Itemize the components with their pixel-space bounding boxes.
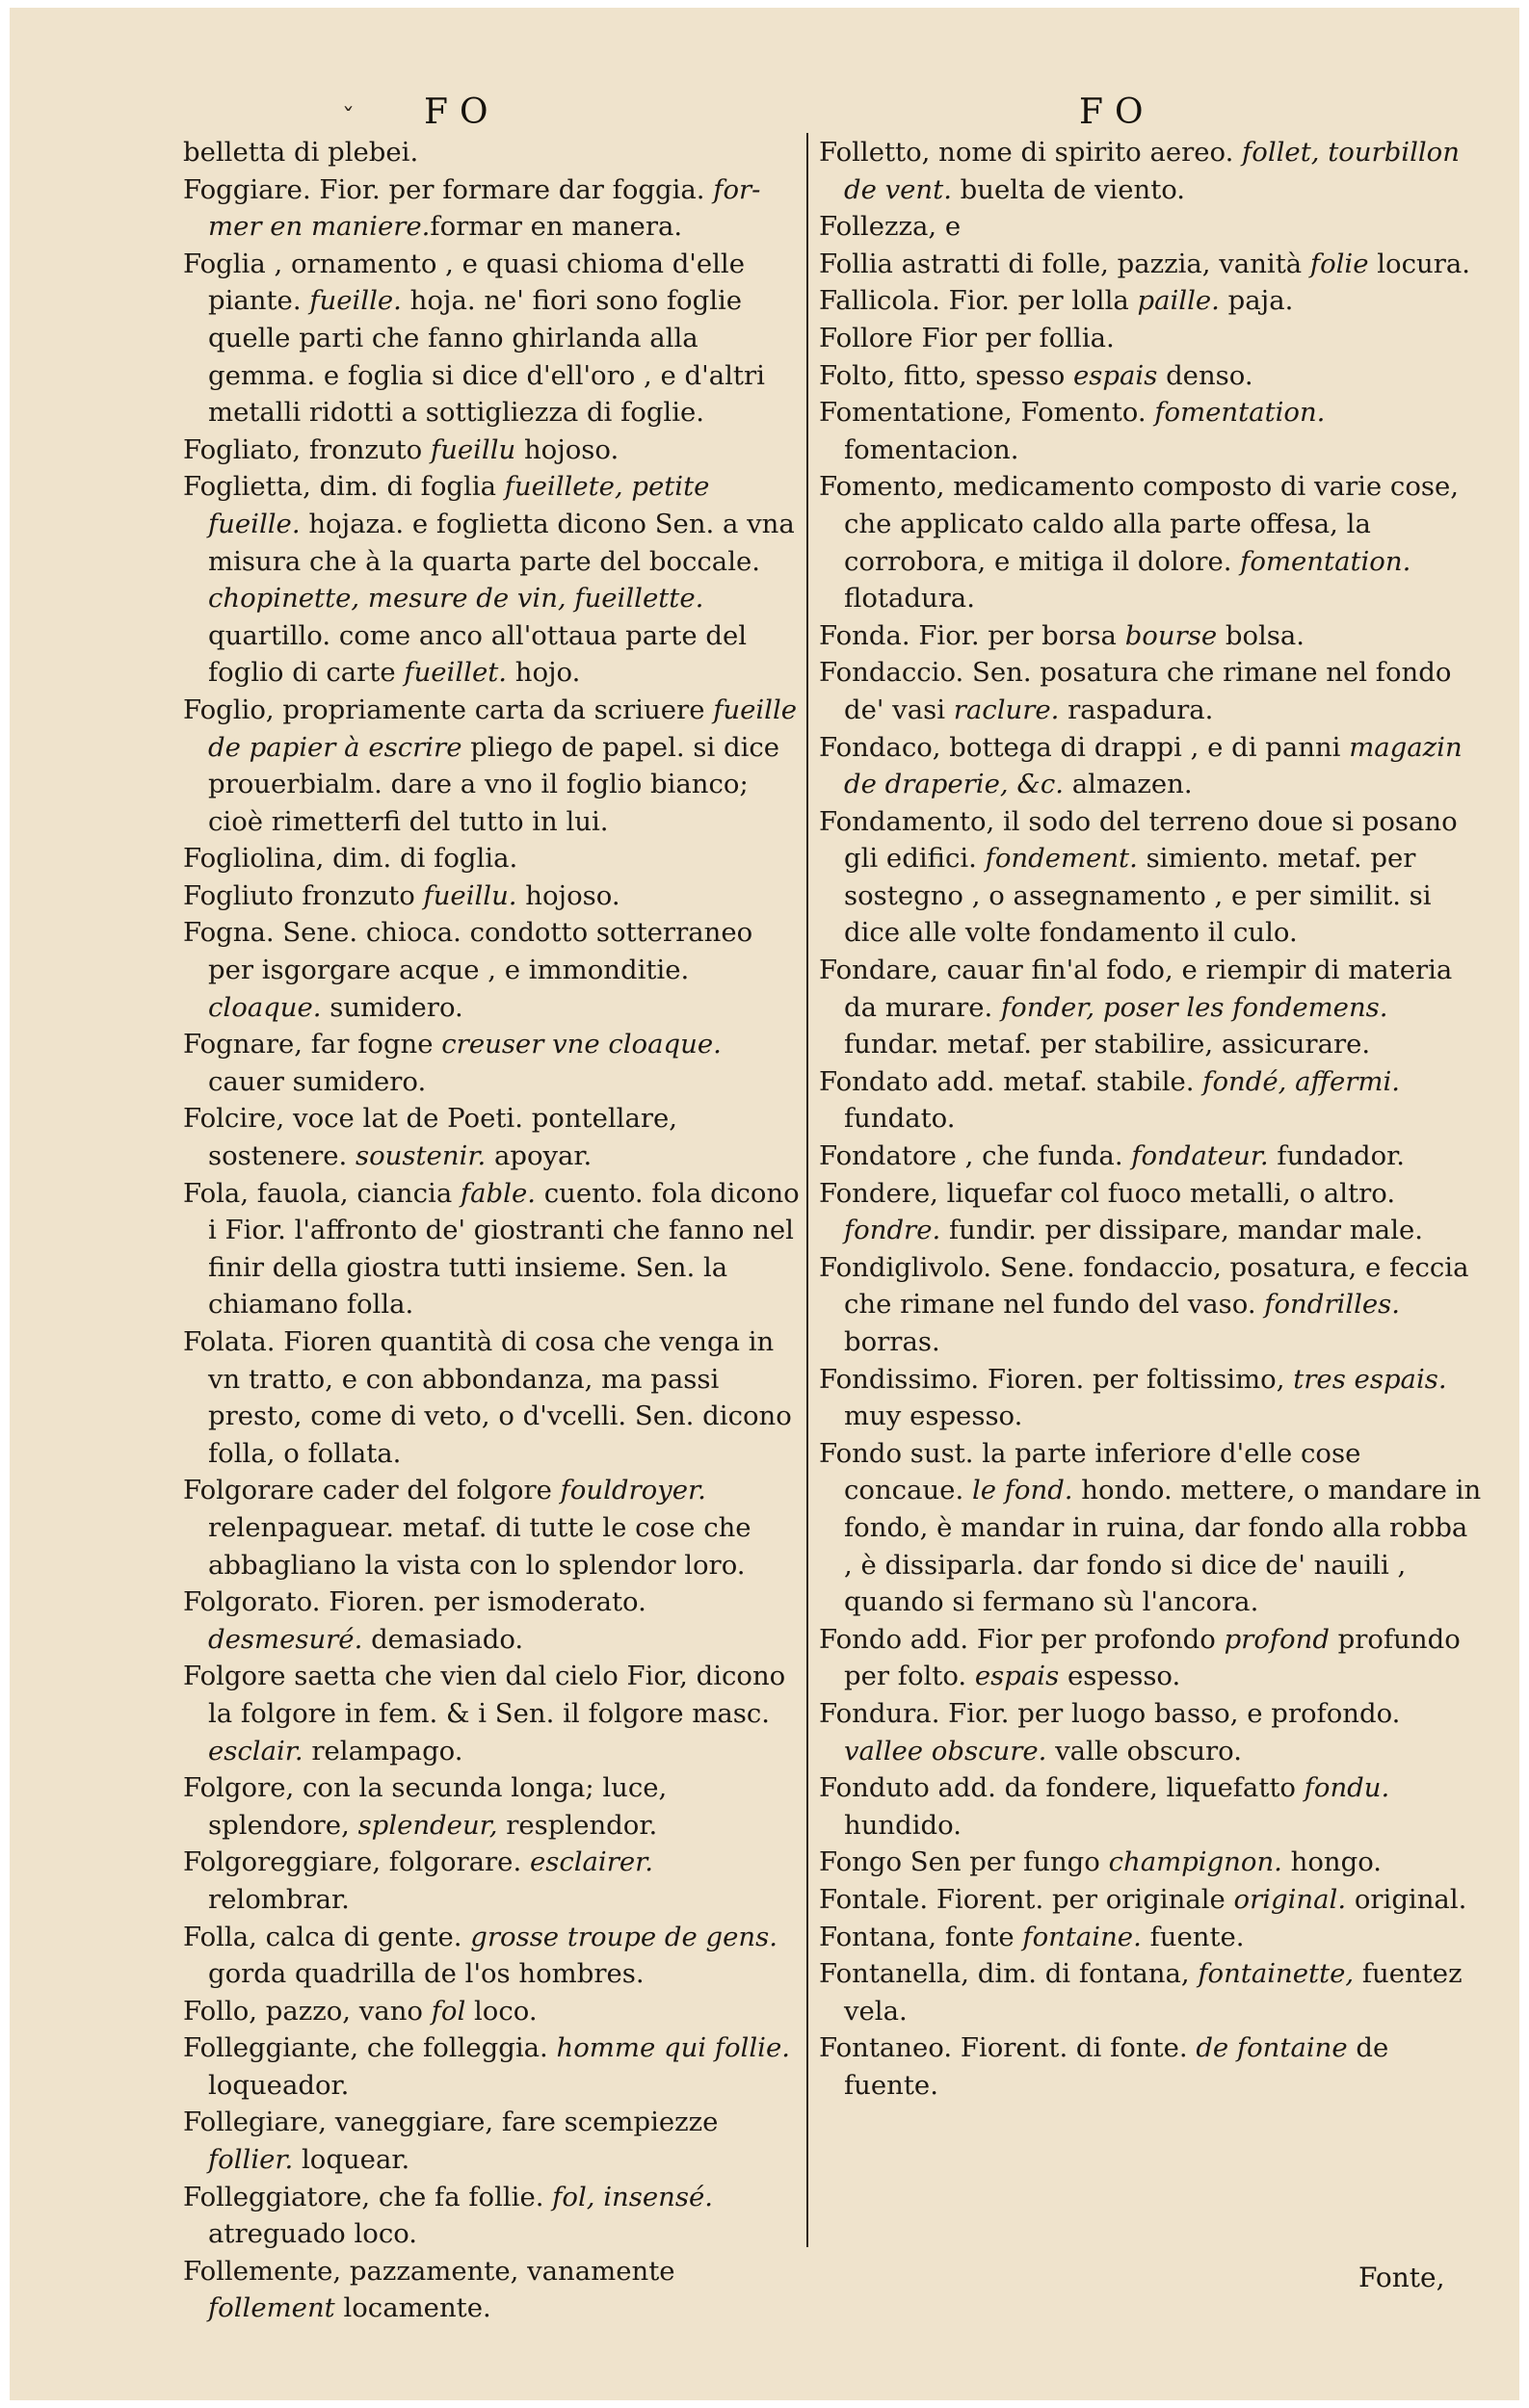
translation-text: fouldroyer.: [560, 1475, 706, 1506]
dictionary-entry: [183, 2104, 800, 2178]
left-column: [183, 134, 800, 2327]
entry-text: quartillo. come anco all'ottaua parte del foglio di carte: [208, 619, 748, 689]
entry-text: Folgore saetta che vien dal cielo Fior, dicono la folgore in fem. & i Sen. il folgore masc.: [183, 1661, 786, 1729]
entry-text: Fondere, liquefar col fuoco metalli, o altro.: [819, 1177, 1396, 1209]
entry-text: fundador.: [1268, 1140, 1406, 1172]
entry-text: Fonda. Fior. per borsa: [819, 619, 1125, 651]
dictionary-entry: [183, 1323, 800, 1472]
entry-text: loquear.: [293, 2144, 410, 2176]
dictionary-entry: [183, 1769, 800, 1844]
entry-text: borras.: [844, 1326, 940, 1357]
translation-text: fonder, poser les fondemens.: [1000, 991, 1388, 1023]
translation-text: fueille.: [309, 285, 402, 317]
entry-text: bolsa.: [1217, 619, 1305, 651]
translation-text: fueille de papier à escrire: [208, 694, 798, 763]
dictionary-entry: [183, 1472, 800, 1584]
entry-text: locura.: [1368, 248, 1471, 279]
entry-text: Folleggiatore, che fa follie.: [183, 2181, 553, 2212]
translation-text: fueillu: [430, 433, 516, 465]
entry-text: profundo per folto.: [844, 1623, 1461, 1692]
entry-text: fundato.: [844, 1103, 956, 1135]
entry-text: Follia astratti di folle, pazzia, vanità: [819, 248, 1310, 279]
running-header-right: FO: [1079, 92, 1155, 132]
entry-text: fuentez vela.: [844, 1958, 1463, 2027]
entry-text: fuente.: [1141, 1921, 1245, 1952]
entry-text: espesso.: [1059, 1661, 1181, 1692]
translation-text: vallee obscure.: [844, 1735, 1047, 1767]
dictionary-entry: [183, 1026, 800, 1100]
entry-text: hondo. mettere, o mandare in fondo, è mandar in ruina, dar fondo alla robba , è dissiparla. dar fondo si dice de' nauili , quando si fermano sù l'ancora.: [844, 1475, 1482, 1618]
entry-text: Foggiare. Fior. per formare dar foggia.: [183, 173, 714, 205]
dictionary-entry: [819, 1919, 1484, 1956]
entry-text: locamente.: [334, 2292, 491, 2324]
dictionary-entry: [183, 1584, 800, 1658]
entry-text: Fomentatione, Fomento.: [819, 397, 1155, 429]
header-mark: ˇ: [342, 104, 355, 133]
entry-text: Fondaccio. Sen. posatura che rimane nel fondo de' vasi: [819, 657, 1452, 725]
entry-text: Folgore, con la secunda longa; luce, splendore,: [183, 1772, 668, 1841]
dictionary-entry: [819, 729, 1484, 803]
translation-text: desmesuré.: [208, 1623, 363, 1655]
translation-text: fueillete, petite fueille.: [208, 471, 710, 539]
dictionary-entry: [819, 1621, 1484, 1695]
entry-text: Fogliolina, dim. di foglia.: [183, 843, 518, 875]
entry-text: de fuente.: [844, 2032, 1389, 2101]
translation-text: profond: [1224, 1623, 1330, 1655]
entry-text: Fondato add. metaf. stabile.: [819, 1065, 1203, 1097]
entry-text: Fondo sust. la parte inferiore d'elle cose concaue.: [819, 1437, 1361, 1506]
entry-text: pliego de papel. si dice prouerbialm. dare a vno il foglio bianco; cioè rimetterfi del tutto in lui.: [208, 731, 780, 837]
translation-text: follier.: [208, 2144, 294, 2176]
entry-text: paja.: [1219, 285, 1294, 317]
translation-text: fol, insensé.: [552, 2181, 713, 2212]
translation-text: fueillu.: [423, 879, 517, 911]
translation-text: fontaine.: [1022, 1921, 1142, 1952]
dictionary-entry: [183, 1658, 800, 1769]
entry-text: Fondamento, il sodo del terreno doue si posano gli edifici.: [819, 805, 1458, 875]
translation-text: magazin de draperie, &c.: [844, 731, 1463, 800]
dictionary-entry: [183, 1919, 800, 1993]
entry-text: flotadura.: [844, 583, 975, 615]
dictionary-entry: [183, 1993, 800, 2030]
dictionary-entry: [183, 134, 800, 171]
dictionary-entry: [819, 468, 1484, 616]
translation-text: fondre.: [844, 1215, 941, 1246]
translation-text: tres espais.: [1293, 1363, 1447, 1395]
translation-text: fontainette,: [1198, 1958, 1355, 1990]
translation-text: fondement.: [985, 843, 1138, 875]
dictionary-entry: [183, 246, 800, 432]
translation-text: cloaque.: [208, 991, 322, 1023]
translation-text: espais: [974, 1661, 1060, 1692]
translation-text: fondateur.: [1131, 1140, 1269, 1172]
entry-text: Folgorato. Fioren. per ismoderato.: [183, 1586, 646, 1618]
dictionary-entry: [183, 1844, 800, 1918]
translation-text: fomentation.: [1154, 397, 1326, 429]
entry-text: Fogliato, fronzuto: [183, 433, 431, 465]
translation-text: esclairer.: [529, 1846, 654, 1878]
entry-text: simiento. metaf. per sostegno , o assegnamento , e per similit. si dice alle volte fondamento il culo.: [844, 843, 1432, 949]
dictionary-entry: [183, 840, 800, 877]
dictionary-entry: [819, 1361, 1484, 1435]
translation-text: esclair.: [208, 1735, 303, 1767]
entry-text: hojo.: [507, 657, 581, 689]
entry-text: apoyar.: [486, 1140, 593, 1172]
translation-text: chopinette, mesure de vin, fueillette.: [208, 583, 704, 615]
dictionary-entry: [183, 692, 800, 840]
dictionary-entry: [819, 1695, 1484, 1769]
entry-text: Fontale. Fiorent. per originale: [819, 1883, 1234, 1915]
dictionary-entry: [183, 914, 800, 1026]
entry-text: relombrar.: [208, 1883, 350, 1915]
entry-text: Follo, pazzo, vano: [183, 1995, 432, 2027]
translation-text: bourse: [1124, 619, 1218, 651]
entry-text: Follore Fior per follia.: [819, 322, 1115, 353]
entry-text: Folla, calca di gente.: [183, 1921, 471, 1952]
entry-text: original.: [1346, 1883, 1467, 1915]
dictionary-entry: [819, 282, 1484, 320]
dictionary-entry: [183, 2253, 800, 2327]
entry-text: atreguado loco.: [208, 2218, 418, 2250]
entry-text: Foglietta, dim. di foglia: [183, 471, 505, 503]
dictionary-entry: [819, 1881, 1484, 1919]
translation-text: fueillet.: [404, 657, 508, 689]
entry-text: muy espesso.: [844, 1400, 1023, 1432]
entry-text: Folleggiante, che folleggia.: [183, 2032, 557, 2064]
entry-text: Fondatore , che funda.: [819, 1140, 1132, 1172]
entry-text: raspadura.: [1059, 694, 1214, 725]
dictionary-entry: [183, 171, 800, 246]
dictionary-entry: [819, 952, 1484, 1063]
entry-text: buelta de viento.: [951, 173, 1186, 205]
right-column: [819, 134, 1484, 2104]
dictionary-entry: [819, 320, 1484, 357]
entry-text: sumidero.: [321, 991, 463, 1023]
translation-text: creuser vne cloaque.: [441, 1029, 722, 1060]
entry-text: relampago.: [303, 1735, 463, 1767]
entry-text: Follezza, e: [819, 211, 962, 243]
entry-text: Folcire, voce lat de Poeti. pontellare, sostenere.: [183, 1103, 678, 1172]
dictionary-entry: [819, 1769, 1484, 1844]
entry-text: Fontana, fonte: [819, 1921, 1023, 1952]
dictionary-entry: [183, 1100, 800, 1174]
translation-text: homme qui follie.: [556, 2032, 790, 2064]
entry-text: Fondissimo. Fioren. per foltissimo,: [819, 1363, 1294, 1395]
entry-text: loco.: [465, 1995, 538, 2027]
translation-text: splendeur,: [357, 1809, 498, 1841]
dictionary-entry: [819, 1249, 1484, 1361]
translation-text: grosse troupe de gens.: [470, 1921, 778, 1952]
entry-text: Fongo Sen per fungo: [819, 1846, 1109, 1878]
translation-text: raclure.: [953, 694, 1060, 725]
entry-text: hongo.: [1281, 1846, 1383, 1878]
entry-text: loqueador.: [208, 2069, 350, 2101]
entry-text: resplendor.: [497, 1809, 658, 1841]
entry-text: Fondaco, bottega di drappi , e di panni: [819, 731, 1350, 763]
dictionary-entry: [819, 357, 1484, 395]
entry-text: Fonduto add. da fondere, liquefatto: [819, 1772, 1305, 1804]
entry-text: demasiado.: [362, 1623, 524, 1655]
translation-text: follement: [208, 2292, 335, 2324]
translation-text: follet, tourbillon de vent.: [844, 137, 1460, 205]
entry-text: formar en manera.: [430, 211, 683, 243]
translation-text: champignon.: [1108, 1846, 1282, 1878]
dictionary-entry: [819, 617, 1484, 655]
dictionary-entry: [819, 1955, 1484, 2029]
translation-text: fondrilles.: [1264, 1289, 1401, 1321]
dictionary-entry: [819, 246, 1484, 283]
entry-text: fomentacion.: [844, 433, 1019, 465]
dictionary-entry: [819, 1844, 1484, 1881]
dictionary-entry: [819, 803, 1484, 952]
entry-text: denso.: [1157, 359, 1253, 391]
dictionary-entry: [819, 394, 1484, 468]
translation-text: le fond.: [971, 1475, 1073, 1506]
dictionary-entry: [819, 1175, 1484, 1249]
translation-text: paille.: [1137, 285, 1220, 317]
translation-text: fable.: [460, 1177, 536, 1209]
entry-text: almazen.: [1063, 769, 1193, 800]
entry-text: fundar. metaf. per stabilire, assicurare.: [844, 1029, 1371, 1060]
entry-text: Fognare, far fogne: [183, 1029, 442, 1060]
entry-text: Fondare, cauar fin'al fodo, e riempir di materia da murare.: [819, 955, 1453, 1023]
running-header-left: FO: [424, 92, 500, 132]
dictionary-entry: [183, 877, 800, 915]
translation-text: for-mer en maniere.: [208, 173, 761, 243]
translation-text: original.: [1233, 1883, 1347, 1915]
entry-text: gorda quadrilla de l'os hombres.: [208, 1958, 645, 1990]
entry-text: Fondo add. Fior per profondo: [819, 1623, 1225, 1655]
column-divider: [806, 133, 808, 2247]
dictionary-entry: [183, 2179, 800, 2253]
entry-text: hojoso.: [516, 879, 620, 911]
entry-text: Fallicola. Fior. per lolla: [819, 285, 1138, 317]
translation-text: fol: [431, 1995, 466, 2027]
entry-text: valle obscuro.: [1046, 1735, 1242, 1767]
book-page: [10, 8, 1519, 2400]
catchword: Fonte,: [1358, 2262, 1445, 2293]
entry-text: Fondiglivolo. Sene. fondaccio, posatura, e feccia che rimane nel fundo del vaso.: [819, 1251, 1469, 1321]
dictionary-entry: [819, 654, 1484, 728]
entry-text: hojaza. e foglietta dicono Sen. a vna misura che à la quarta parte del boccale.: [208, 508, 795, 577]
entry-text: hojoso.: [515, 433, 620, 465]
dictionary-entry: [183, 432, 800, 469]
dictionary-entry: [819, 1435, 1484, 1621]
entry-text: Folgoreggiare, folgorare.: [183, 1846, 530, 1878]
translation-text: folie: [1309, 248, 1369, 279]
translation-text: fondé, affermi.: [1202, 1065, 1401, 1097]
entry-text: Folata. Fioren quantità di cosa che venga in vn tratto, e con abbondanza, ma passi presto, come di veto, o d'vcelli. Sen. dicono folla, o follata.: [183, 1326, 792, 1469]
translation-text: de fontaine: [1196, 2032, 1348, 2064]
dictionary-entry: [819, 134, 1484, 208]
entry-text: hundido.: [844, 1809, 962, 1841]
translation-text: espais: [1073, 359, 1158, 391]
entry-text: relenpaguear. metaf. di tutte le cose che abbagliano la vista con lo splendor loro.: [208, 1511, 751, 1581]
entry-text: Fomento, medicamento composto di varie cose, che applicato caldo alla parte offesa, la corrobora, e mitiga il dolore.: [819, 471, 1460, 577]
dictionary-entry: [183, 468, 800, 692]
entry-text: belletta di plebei.: [183, 137, 419, 168]
entry-text: cauer sumidero.: [208, 1065, 427, 1097]
entry-text: hoja. ne' fiori sono foglie quelle parti che fanno ghirlanda alla gemma. e foglia si dice d'ell'oro , e d'altri metalli ridotti a sottigliezza di foglie.: [208, 285, 765, 429]
entry-text: Follemente, pazzamente, vanamente: [183, 2255, 675, 2287]
dictionary-entry: [183, 2029, 800, 2104]
translation-text: soustenir.: [356, 1140, 487, 1172]
entry-text: Follegiare, vaneggiare, fare scempiezze: [183, 2107, 719, 2138]
translation-text: fomentation.: [1240, 545, 1411, 577]
entry-text: Fontanella, dim. di fontana,: [819, 1958, 1199, 1990]
entry-text: Foglia , ornamento , e quasi chioma d'elle piante.: [183, 248, 746, 317]
dictionary-entry: [819, 2029, 1484, 2104]
dictionary-entry: [819, 1138, 1484, 1175]
entry-text: Fola, fauola, ciancia: [183, 1177, 461, 1209]
entry-text: Fogliuto fronzuto: [183, 879, 424, 911]
dictionary-entry: [819, 1063, 1484, 1138]
entry-text: Folto, fitto, spesso: [819, 359, 1074, 391]
entry-text: Fogna. Sene. chioca. condotto sotterraneo per isgorgare acque , e immonditie.: [183, 917, 753, 986]
entry-text: Foglio, propriamente carta da scriuere: [183, 694, 714, 725]
entry-text: Folgorare cader del folgore: [183, 1475, 561, 1506]
entry-text: Fontaneo. Fiorent. di fonte.: [819, 2032, 1197, 2064]
translation-text: fondu.: [1304, 1772, 1390, 1804]
dictionary-entry: [819, 208, 1484, 246]
entry-text: cuento. fola dicono i Fior. l'affronto de' giostranti che fanno nel finir della giostra tutti insieme. Sen. la chiamano folla.: [208, 1177, 800, 1321]
dictionary-entry: [183, 1175, 800, 1323]
entry-text: Folletto, nome di spirito aereo.: [819, 137, 1243, 168]
entry-text: fundir. per dissipare, mandar male.: [940, 1215, 1424, 1246]
entry-text: Fondura. Fior. per luogo basso, e profondo.: [819, 1697, 1401, 1729]
